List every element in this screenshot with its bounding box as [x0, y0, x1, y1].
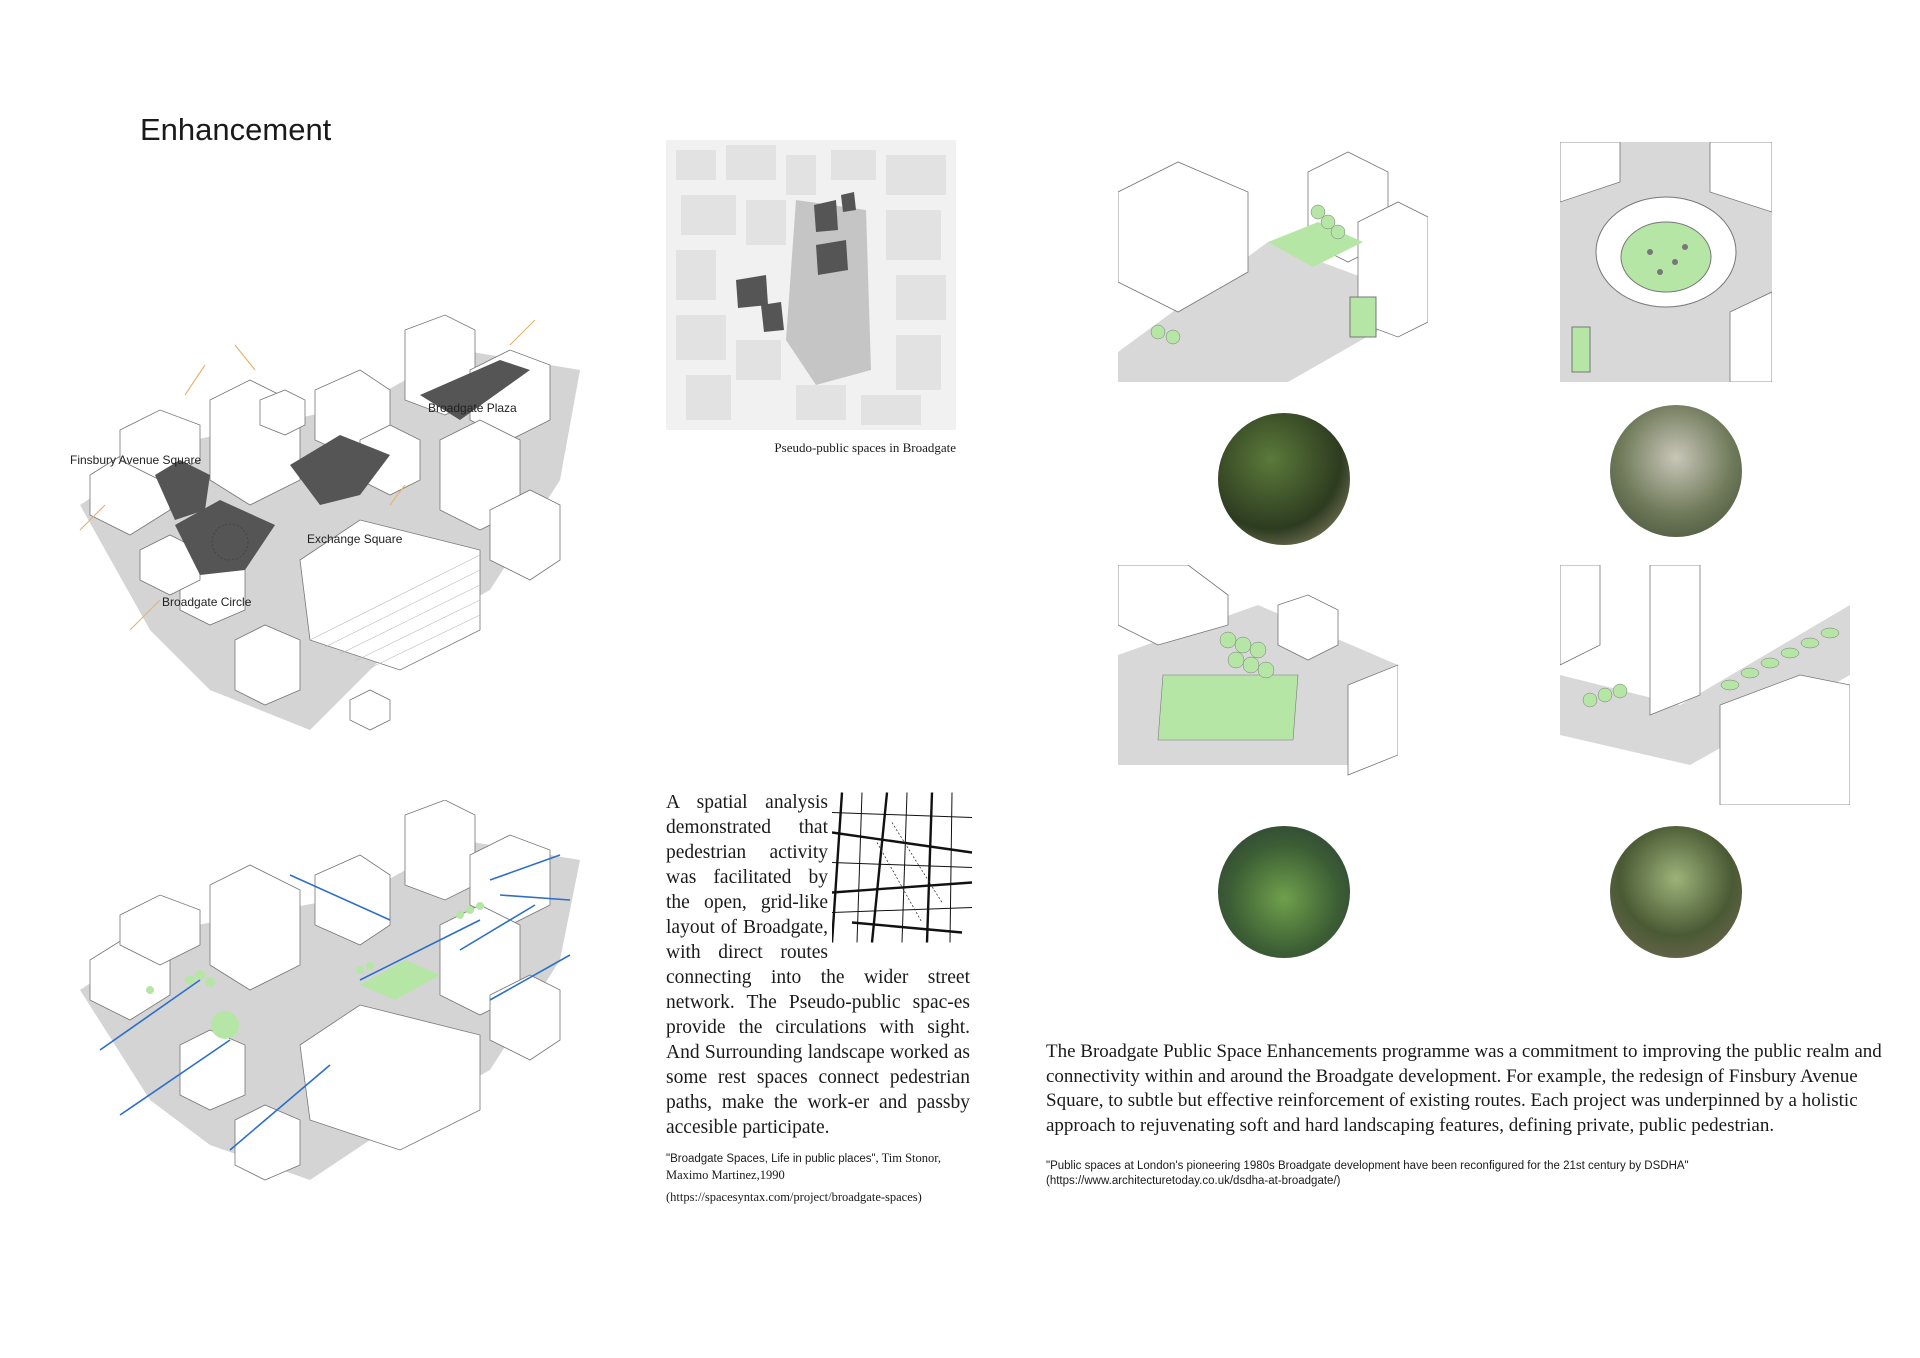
programme-paragraph: The Broadgate Public Space Enhancements programme was a commitment to improving the public realm and connectivity within and around the Broadgate development. For example, the redesign of Finsbury Avenue Square, to subtle but effective reinforcement of existing routes. Each project was underpinned by a holistic approach to rejuvenating soft and hard landscaping features, defining private, public pedestrian. [1046, 1041, 1882, 1136]
axonometric-routes-diagram [60, 800, 600, 1190]
axo-finsbury-avenue-square [1118, 142, 1428, 382]
analysis-reference [666, 1150, 976, 1183]
reference-link[interactable]: (https://spacesyntax.com/project/broadgate-spaces) [666, 1190, 922, 1204]
axo-broadgate-circle [1560, 142, 1772, 382]
quote-link[interactable]: (https://www.architecturetoday.co.uk/dsdha-at-broadgate/) [1046, 1175, 1341, 1187]
map-caption: Pseudo-public spaces in Broadgate [774, 440, 956, 455]
analysis-paragraph: A spatial analysis demonstrated that pedestrian activity was facilitated by the open, grid-like layout of Broadgate, with direct routes connecting into the wider street network. The Pseudo-public spac-es provide the circulations with sight. And Surrounding landscape worked as some rest spaces connect pedestrian paths, make the work-er and passby accesible participate. [666, 792, 970, 1138]
quote-text: "Public spaces at London's pioneering 1980s Broadgate development have been reconfigured for the 21st century by DSDHA" [1046, 1160, 1689, 1172]
photo-broadgate-plaza [1610, 826, 1742, 958]
label-finsbury-avenue-square: Finsbury Avenue Square [70, 453, 202, 467]
figure-ground-map [666, 140, 956, 430]
label-exchange-square: Exchange Square [307, 532, 403, 546]
axo-broadgate-plaza [1560, 565, 1850, 805]
programme-quote [1046, 1159, 1906, 1189]
axonometric-spaces-diagram [60, 310, 600, 740]
reference-authors: , Tim Stonor, Maximo Martinez,1990 [666, 1151, 942, 1182]
label-broadgate-plaza: Broadgate Plaza [428, 401, 517, 415]
page-title: Enhancement [140, 112, 332, 147]
photo-broadgate-circle [1610, 405, 1742, 537]
photo-finsbury-avenue-square [1218, 413, 1350, 545]
street-network-map [832, 790, 972, 945]
reference-title: "Broadgate Spaces, Life in public places" [666, 1153, 876, 1165]
photo-exchange-square [1218, 826, 1350, 958]
label-broadgate-circle: Broadgate Circle [162, 595, 252, 609]
axo-exchange-square [1118, 565, 1398, 805]
analysis-text-block [666, 790, 970, 1140]
